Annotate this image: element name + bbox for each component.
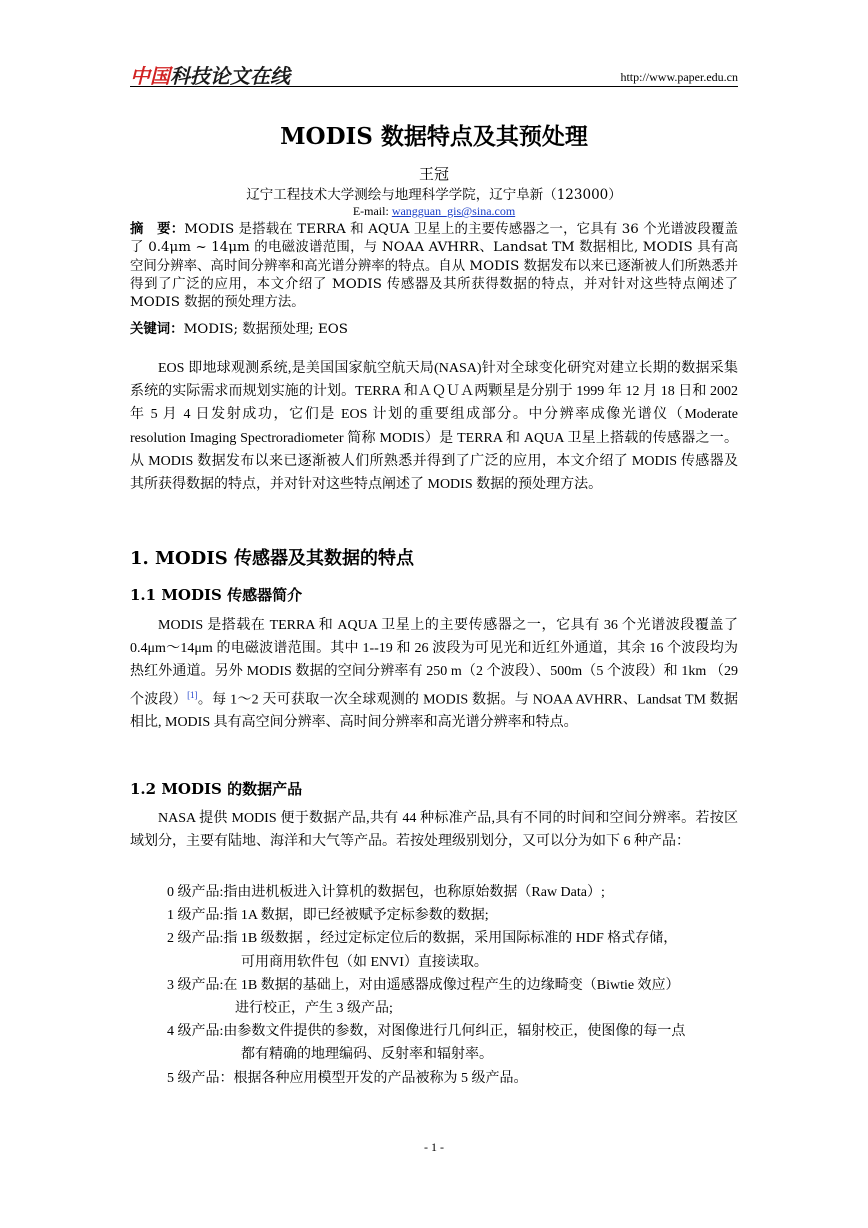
header-divider [130,86,738,87]
abstract-label: 摘 要： [130,221,185,237]
abstract [130,220,738,312]
level-continuation: 可用商用软件包（如 ENVI）直接读取。 [241,954,488,970]
level-text: 由参数文件提供的参数，对图像进行几何纠正，辐射校正，使图像的每一点 [223,1024,686,1040]
list-item [167,974,738,997]
section-1-heading: 1. MODIS 传感器及其数据的特点 [130,548,414,569]
site-url[interactable]: http://www.paper.edu.cn [620,70,738,84]
level-label: 3 级产品: [167,977,224,993]
keywords-label: 关键词： [130,321,184,337]
section-1-1-text-b: 。每 1～2 天可获取一次全球观测的 MODIS 数据。与 NOAA AVHRR、Landsat TM 数据相比, MODIS 具有高空间分辨率、高时间分辨率和高光谱分辨率和特点。 [130,692,739,731]
level-text: 根据各种应用模型开发的产品被称为 5 级产品。 [233,1070,528,1086]
list-item [167,904,738,927]
section-1-1-paragraph [130,614,738,735]
section-1-1-heading: 1.1 MODIS 传感器简介 [130,586,303,604]
author-affiliation: 辽宁工程技术大学测绘与地理科学学院，辽宁阜新（123000） [246,187,622,203]
level-text: 指 1B 级数据 ，经过定标定位后的数据，采用国际标准的 HDF 格式存储， [223,931,678,947]
page-header [130,58,738,88]
section-1-2-paragraph: NASA 提供 MODIS 便于数据产品,共有 44 种标准产品,具有不同的时间和空间分辨率。若按区域划分，主要有陆地、海洋和大气等产品。若按处理级别划分，又可以分为如下 6 种产品： [130,811,738,850]
keywords-text: MODIS; 数据预处理; EOS [183,322,348,337]
level-label: 0 级产品: [167,885,224,900]
level-continuation: 都有精确的地理编码、反射率和辐射率。 [241,1047,493,1063]
section-1-2-heading: 1.2 MODIS 的数据产品 [130,780,303,798]
product-level-list [167,881,738,1090]
level-label: 1 级产品: [167,908,224,924]
email-label: E-mail: [352,204,392,218]
level-label: 2 级产品: [167,931,224,947]
level-continuation: 进行校正，产生 3 级产品; [235,1001,393,1017]
level-text: 在 1B 数据的基础上，对由遥感器成像过程产生的边缘畸变（Biwtie 效应） [223,977,680,993]
email-link[interactable]: wangguan_gis@sina.com [391,204,516,218]
logo-part-dark: 科技论文在线 [170,64,290,88]
list-item [167,927,738,950]
level-text: 指由进机板进入计算机的数据包，也称原始数据（Raw Data）; [223,885,605,900]
citation-ref[interactable]: [1] [187,689,198,700]
logo-part-red: 中国 [130,64,170,88]
paper-title: MODIS 数据特点及其预处理 [280,123,588,150]
author-email-line [130,204,738,219]
abstract-text: MODIS 是搭载在 TERRA 和 AQUA 卫星上的主要传感器之一，它具有 36 个光谱波段覆盖了 0.4μm ~ 14μm 的电磁波谱范围，与 NOAA AVHRR、Landsat TM 数据相比, MODIS 具有高空间分辨率、高时间分辨率和高光谱分辨率的特点。自从 MODIS 数据发布以来已逐渐被人们所熟悉并得到了广泛的应用，本文介绍了 MODIS 传感器及其所获得数据的特点，并对针对这些特点阐述了 MODIS 数据的预处理方法。 [130,222,739,311]
intro-paragraph: EOS 即地球观测系统,是美国国家航空航天局(NASA)针对全球变化研究对建立长期的数据采集系统的实际需求而规划实施的计划。TERRA 和ＡＱＵＡ两颗星是分别于 1999 年 12 月 18 日和 2002 年 5 月 4 日发射成功，它们是 EOS 计划的重要组成部分。中分辨率成像光谱仪（Moderate resolution Imaging Spectroradiometer 简称 MODIS）是 TERRA 和 AQUA 卫星上搭载的传感器之一。从 MODIS 数据发布以来已逐渐被人们所熟悉并得到了广泛的应用，本文介绍了 MODIS 传感器及其所获得数据的特点，并对针对这些特点阐述了 MODIS 数据的预处理方法。 [130,361,738,493]
page-number: - 1 - [424,1140,444,1154]
level-text: 指 1A 数据，即已经被赋予定标参数的数据; [223,908,489,924]
list-item [167,881,738,904]
list-item [167,1067,738,1090]
author-name: 王冠 [418,165,449,183]
keywords [130,320,738,339]
journal-logo [130,60,290,89]
level-label: 4 级产品: [167,1024,224,1040]
level-label: 5 级产品： [167,1070,234,1086]
section-1-1-text-a: MODIS 是搭载在 TERRA 和 AQUA 卫星上的主要传感器之一，它具有 36 个光谱波段覆盖了 0.4μm～14μm 的电磁波谱范围。其中 1--19 和 26 波段为可见光和近红外通道，其余 16 个波段均为热红外通道。另外 MODIS 数据的空间分辨率有 250 m（2 个波段）、500m（5 个波段）和 1km （29 个波段） [130,618,738,708]
list-item [167,1020,738,1043]
